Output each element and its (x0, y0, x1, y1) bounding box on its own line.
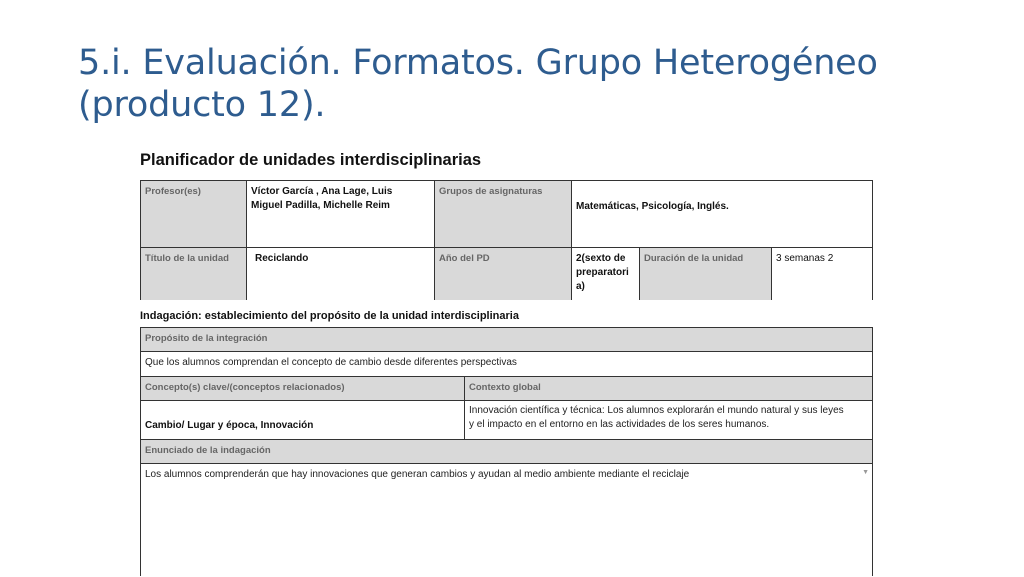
teachers-value-line2: Miguel Padilla, Michelle Reim (251, 200, 390, 211)
pd-year-label: Año del PD (435, 248, 572, 300)
concepts-label: Concepto(s) clave/(conceptos relacionados) (141, 377, 465, 400)
pd-year-line2: preparatori (576, 267, 629, 278)
concepts-value-row (141, 401, 872, 440)
subject-groups-value: Matemáticas, Psicología, Inglés. (572, 181, 872, 248)
global-context-line1: Innovación científica y técnica: Los alumnos explorarán el mundo natural y sus leyes (469, 405, 844, 416)
concepts-header-row (141, 377, 872, 401)
global-context-label: Contexto global (469, 382, 541, 393)
unit-duration-value: 3 semanas 2 (772, 248, 872, 300)
teachers-value-line1: Víctor García , Ana Lage, Luis (251, 186, 393, 197)
inquiry-table (140, 327, 873, 576)
inquiry-statement-label: Enunciado de la indagación (145, 445, 271, 456)
unit-duration-label: Duración de la unidad (640, 248, 772, 300)
pd-year-line3: a) (576, 281, 585, 292)
inquiry-statement-value: Los alumnos comprenderán que hay innovaciones que generan cambios y ayudan al medio ambiente mediante el reciclaje (145, 469, 690, 480)
scroll-down-icon[interactable]: ▼ (862, 469, 869, 476)
slide-title-line1: 5.i. Evaluación. Formatos. Grupo Heterogéneo (78, 43, 878, 83)
purpose-value-row (141, 352, 872, 377)
unit-header-table (140, 180, 873, 300)
purpose-value: Que los alumnos comprendan el concepto de cambio desde diferentes perspectivas (145, 357, 517, 368)
unit-title-label: Título de la unidad (141, 248, 247, 300)
global-context-value (465, 401, 848, 435)
teachers-label: Profesor(es) (141, 181, 247, 248)
concepts-value: Cambio/ Lugar y época, Innovación (141, 401, 465, 439)
global-context-line2: y el impacto en el entorno en las actividades de los seres humanos. (469, 419, 770, 430)
inquiry-section-title: Indagación: establecimiento del propósito de la unidad interdisciplinaria (140, 310, 519, 322)
document-title: Planificador de unidades interdisciplinarias (140, 151, 482, 169)
teachers-value (247, 181, 435, 248)
statement-label-row (141, 440, 872, 464)
subject-groups-label: Grupos de asignaturas (435, 181, 572, 248)
slide-title (78, 42, 978, 126)
purpose-label: Propósito de la integración (145, 333, 268, 344)
purpose-label-row (141, 328, 872, 352)
statement-value-area (141, 464, 872, 577)
unit-title-value: Reciclando (247, 248, 435, 300)
pd-year-value (572, 248, 640, 300)
slide-title-line2: (producto 12). (78, 85, 326, 125)
pd-year-line1: 2(sexto de (576, 253, 626, 264)
